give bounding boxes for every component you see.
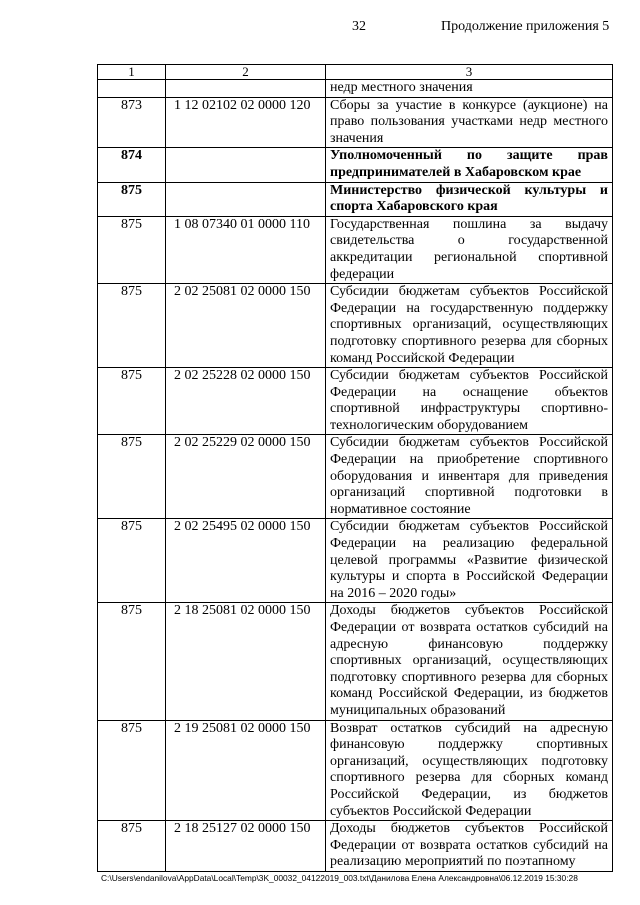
description-cell: Уполномоченный по защите прав предпринимателей в Хабаровском крае xyxy=(326,148,613,182)
table-row xyxy=(98,435,613,519)
table-row xyxy=(98,182,613,216)
table-row xyxy=(98,97,613,148)
classification-code-cell: 2 02 25081 02 0000 150 xyxy=(166,284,326,368)
code-cell: 875 xyxy=(98,821,166,872)
description-cell: Субсидии бюджетам субъектов Российской Федерации на оснащение объектов спортивной инфраструктуры спортивно-технологическим оборудованием xyxy=(326,368,613,435)
table-row xyxy=(98,821,613,872)
classification-code-cell xyxy=(166,182,326,216)
code-cell: 875 xyxy=(98,284,166,368)
code-cell: 873 xyxy=(98,97,166,148)
column-header-3: 3 xyxy=(326,65,613,80)
description-cell: Субсидии бюджетам субъектов Российской Федерации на приобретение спортивного оборудования и инвентаря для приведения организаций спортивной подготовки в нормативное состояние xyxy=(326,435,613,519)
code-cell xyxy=(98,80,166,98)
code-cell: 875 xyxy=(98,435,166,519)
code-cell: 875 xyxy=(98,368,166,435)
table-row xyxy=(98,216,613,283)
table-header-row xyxy=(98,65,613,80)
table-row xyxy=(98,368,613,435)
classification-code-cell: 2 19 25081 02 0000 150 xyxy=(166,720,326,821)
description-cell: Сборы за участие в конкурсе (аукционе) на право пользования участками недр местного значения xyxy=(326,97,613,148)
description-cell: Возврат остатков субсидий на адресную финансовую поддержку спортивных организаций, осуществляющих подготовку спортивного резерва для сборных команд Российской Федерации, из бюджетов субъектов Российской Федерации xyxy=(326,720,613,821)
file-path-footer: C:\Users\endanilova\AppData\Local\Temp\3K_00032_04122019_003.txt\Данилова Елена Александровна\06.12.2019 15:30:28 xyxy=(101,873,578,883)
description-cell: Субсидии бюджетам субъектов Российской Федерации на реализацию федеральной целевой программы «Развитие физической культуры и спорта в Российской Федерации на 2016 – 2020 годы» xyxy=(326,519,613,603)
description-cell: Министерство физической культуры и спорта Хабаровского края xyxy=(326,182,613,216)
classification-code-cell: 2 02 25495 02 0000 150 xyxy=(166,519,326,603)
table-row xyxy=(98,603,613,720)
classification-code-cell: 1 12 02102 02 0000 120 xyxy=(166,97,326,148)
column-header-1: 1 xyxy=(98,65,166,80)
code-cell: 875 xyxy=(98,720,166,821)
code-cell: 875 xyxy=(98,216,166,283)
classification-code-cell: 2 18 25081 02 0000 150 xyxy=(166,603,326,720)
table-row xyxy=(98,148,613,182)
code-cell: 874 xyxy=(98,148,166,182)
classification-code-cell: 2 02 25228 02 0000 150 xyxy=(166,368,326,435)
description-cell: Субсидии бюджетам субъектов Российской Федерации на государственную поддержку спортивных организаций, осуществляющих подготовку спортивного резерва для сборных команд Российской Федерации xyxy=(326,284,613,368)
classification-code-cell: 2 18 25127 02 0000 150 xyxy=(166,821,326,872)
classification-code-cell: 1 08 07340 01 0000 110 xyxy=(166,216,326,283)
code-cell: 875 xyxy=(98,182,166,216)
table-row xyxy=(98,720,613,821)
code-cell: 875 xyxy=(98,603,166,720)
classification-code-cell: 2 02 25229 02 0000 150 xyxy=(166,435,326,519)
description-cell: Государственная пошлина за выдачу свидетельства о государственной аккредитации региональной спортивной федерации xyxy=(326,216,613,283)
appendix-table xyxy=(97,64,613,872)
classification-code-cell xyxy=(166,148,326,182)
description-cell: Доходы бюджетов субъектов Российской Федерации от возврата остатков субсидий на адресную финансовую поддержку спортивных организаций, осуществляющих подготовку спортивного резерва для сборных команд Российской Федерации, из бюджетов муниципальных образований xyxy=(326,603,613,720)
table-row xyxy=(98,80,613,98)
table-row xyxy=(98,519,613,603)
classification-code-cell xyxy=(166,80,326,98)
description-cell: недр местного значения xyxy=(326,80,613,98)
code-cell: 875 xyxy=(98,519,166,603)
continuation-title: Продолжение приложения 5 xyxy=(441,19,610,34)
page-number: 32 xyxy=(352,19,366,34)
table-row xyxy=(98,284,613,368)
column-header-2: 2 xyxy=(166,65,326,80)
description-cell: Доходы бюджетов субъектов Российской Федерации от возврата остатков субсидий на реализацию мероприятий по поэтапному xyxy=(326,821,613,872)
